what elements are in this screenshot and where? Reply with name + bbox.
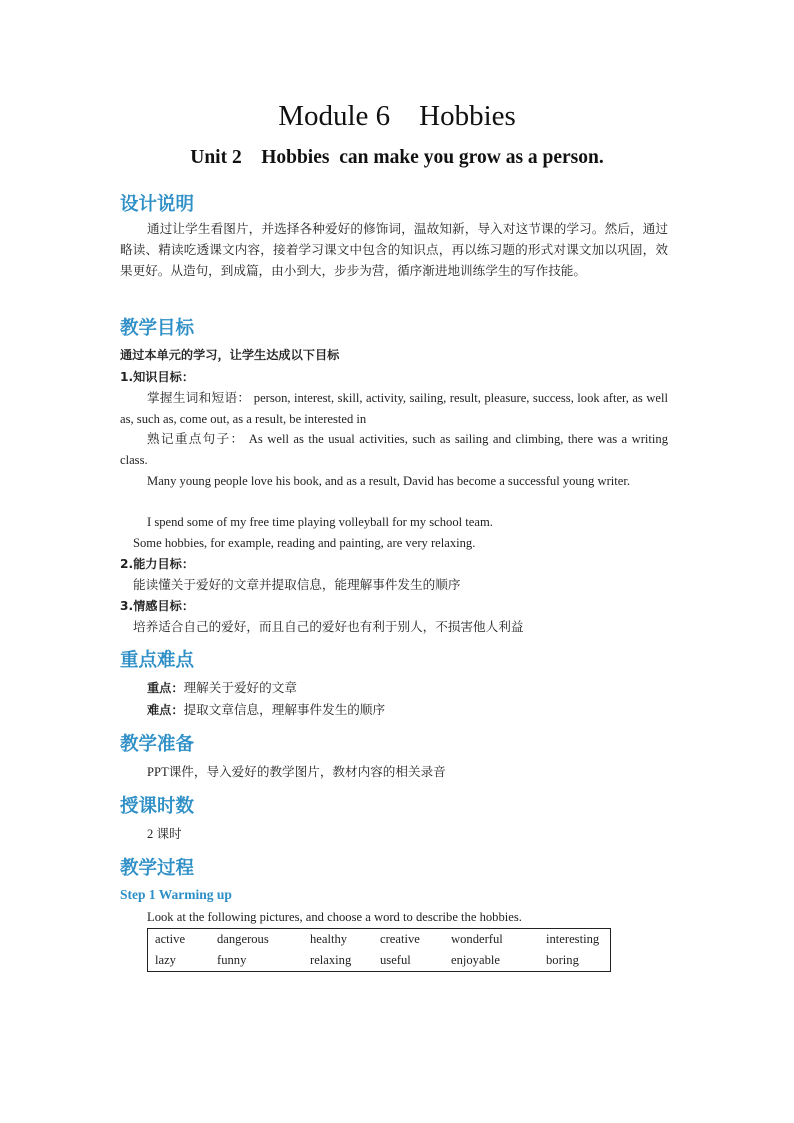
word-cell: dangerous <box>217 932 269 946</box>
word-cell: useful <box>380 953 411 967</box>
objectives-intro: 通过本单元的学习，让学生达成以下目标 <box>120 348 340 362</box>
design-heading: 设计说明 <box>120 194 195 215</box>
ability-text: 能读懂关于爱好的文章并提取信息，能理解事件发生的顺序 <box>133 578 461 592</box>
keypoints-heading: 重点难点 <box>120 650 195 671</box>
vocab-paragraph: 掌握生词和短语： person, interest, skill, activity, sailing, result, pleasure, success, look after, as well as, such as, come out, as a result, be interested in <box>120 391 668 426</box>
table-row <box>148 950 611 972</box>
word-cell: boring <box>546 953 579 967</box>
key-sentence-2: Many young people love his book, and as a result, David has become a successful young writer. <box>147 474 630 488</box>
key-sentence-3: I spend some of my free time playing volleyball for my school team. <box>147 515 493 529</box>
word-cell: interesting <box>546 932 600 946</box>
key-sentence-4: Some hobbies, for example, reading and painting, are very relaxing. <box>133 536 476 550</box>
word-cell: relaxing <box>310 953 352 967</box>
word-cell: funny <box>217 953 247 967</box>
preparation-text: PPT课件，导入爱好的教学图片，教材内容的相关录音 <box>147 765 446 779</box>
design-paragraph: 通过让学生看图片，并选择各种爱好的修饰词，温故知新，导入对这节课的学习。然后，通过略读、精读吃透课文内容，接着学习课文中包含的知识点，再以练习题的形式对课文加以巩固，效果更好。从造句，到成篇，由小到大，步步为营，循序渐进地训练学生的写作技能。 <box>120 222 668 278</box>
step1-heading: Step 1 Warming up <box>120 887 232 902</box>
hours-heading: 授课时数 <box>120 796 195 817</box>
knowledge-label: 1.知识目标： <box>120 370 195 384</box>
word-cell: creative <box>380 932 420 946</box>
difficult-point-line <box>147 700 385 721</box>
step1-instruction: Look at the following pictures, and choose a word to describe the hobbies. <box>147 910 522 924</box>
word-cell: lazy <box>155 953 176 967</box>
objectives-heading: 教学目标 <box>120 318 195 339</box>
difficult-point-text: 提取文章信息，理解事件发生的顺序 <box>183 703 386 717</box>
emotion-label: 3.情感目标： <box>120 599 195 613</box>
word-cell: wonderful <box>451 932 503 946</box>
word-cell: active <box>155 932 186 946</box>
unit-subtitle: Unit 2 Hobbies can make you grow as a person. <box>190 147 604 168</box>
table-row <box>148 929 611 951</box>
difficult-point-label: 难点： <box>147 703 184 717</box>
preparation-heading: 教学准备 <box>120 734 195 755</box>
key-sentence-1: 熟记重点句子： As well as the usual activities, such as sailing and climbing, there was a writing class. <box>120 432 668 467</box>
module-title: Module 6 Hobbies <box>278 100 516 132</box>
key-point-text: 理解关于爱好的文章 <box>183 681 297 695</box>
hours-text: 2 课时 <box>147 827 182 841</box>
key-point-label: 重点： <box>147 681 184 695</box>
word-cell: enjoyable <box>451 953 500 967</box>
ability-label: 2.能力目标： <box>120 557 195 571</box>
key-point-line <box>147 678 297 699</box>
word-cell: healthy <box>310 932 348 946</box>
emotion-text: 培养适合自己的爱好，而且自己的爱好也有利于别人，不损害他人利益 <box>133 620 524 634</box>
word-table <box>147 928 611 972</box>
process-heading: 教学过程 <box>120 858 195 879</box>
